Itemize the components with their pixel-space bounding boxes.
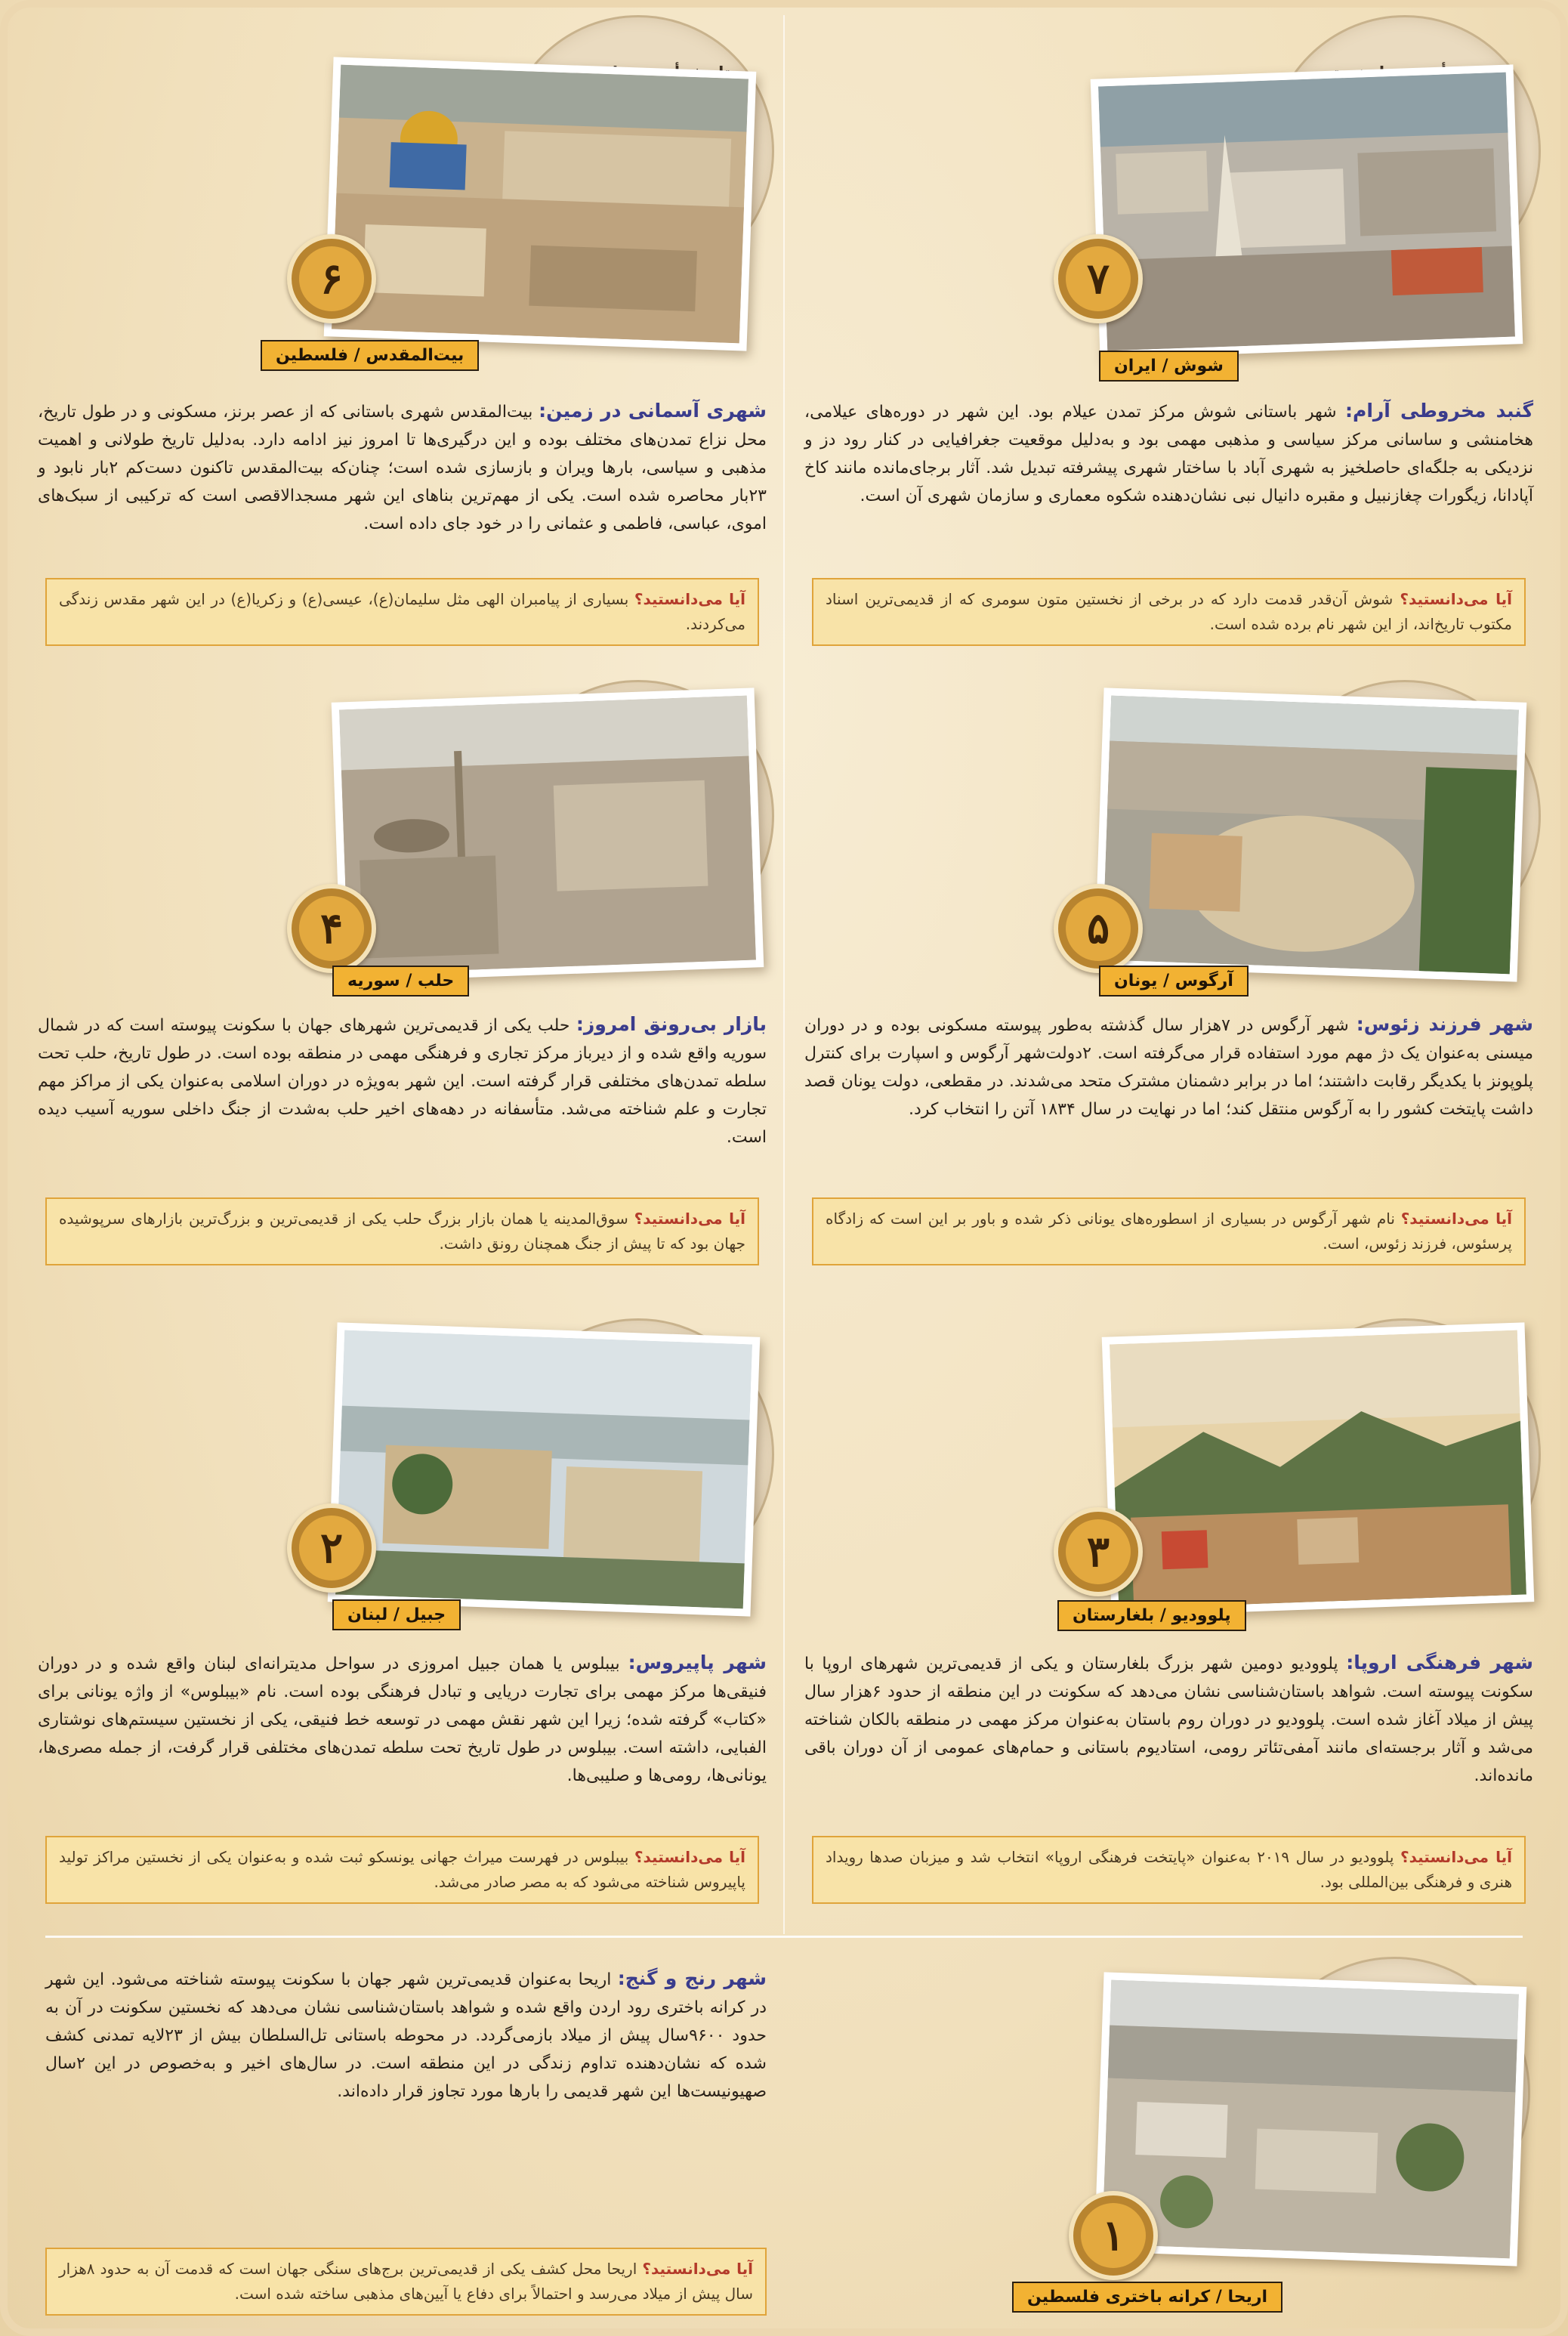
city-description (38, 397, 767, 538)
city-title: گنبد مخروطی آرام: (1345, 400, 1533, 422)
city-card-1 (30, 1949, 1538, 2327)
rank-number: ۵ (1066, 896, 1131, 961)
rank-badge (1054, 234, 1143, 323)
rank-badge (287, 1503, 376, 1593)
city-photo (324, 57, 757, 351)
did-you-know-text: بیبلوس در فهرست میراث جهانی یونسکو ثبت شده و به‌عنوان یکی از نخستین مراکز تولید پاپیروس شناخته می‌شود که به مصر صادر می‌شد. (59, 1848, 745, 1891)
city-body: حلب یکی از قدیمی‌ترین شهرهای جهان با سکونت پیوسته است که در شمال سوریه واقع شده و از دیرباز مرکز تجاری و فرهنگی مهمی در منطقه بوده است. در طول تاریخ، حلب تحت سلطه تمدن‌های مختلفی قرار گرفته است. این شهر به‌ویژه در دوران اسلامی به‌عنوان یکی از مراکز مهم تجارت و علم شناخته می‌شد. متأسفانه در دهه‌های اخیر حلب به‌شدت از جنگ داخلی سوریه آسیب دیده است. (38, 1016, 767, 1147)
city-description (38, 1010, 767, 1151)
city-body: اریحا به‌عنوان قدیمی‌ترین شهر جهان با سکونت پیوسته شناخته می‌شود. این شهر در کرانه باختری رود اردن واقع شده و شواهد باستان‌شناسی نشان می‌دهد که نخستین سکونت در آن به حدود ۹۶۰۰سال پیش از میلاد بازمی‌گردد. در محوطه باستانی تل‌السلطان بیش از ۲۳لایه تمدنی کشف شده که نشان‌دهنده تداوم زندگی در این منطقه است. در سال‌های اخیر و به‌خصوص در این ۲سال صهیونیست‌ها این شهر قدیمی را بارها مورد تجاوز قرار داده‌اند. (45, 1970, 767, 2101)
city-body: بیت‌المقدس شهری باستانی که از عصر برنز، مسکونی و در طول تاریخ، محل نزاع تمدن‌های مختلف بوده و این درگیری‌ها تا امروز نیز ادامه دارد. به‌دلیل تاریخ طولانی و اهمیت مذهبی و سیاسی، بارها ویران و بازسازی شده است؛ چنان‌که بیت‌المقدس تاکنون دست‌کم ۲بار نابود و ۲۳بار محاصره شده است. یکی از مهم‌ترین بناهای این شهر مسجدالاقصی است که ترکیبی از سبک‌های اموی، عباسی، فاطمی و عثمانی را در خود جای داده است. (38, 403, 767, 533)
city-description (804, 1010, 1533, 1123)
city-title: شهر رنج و گنج: (617, 1967, 767, 1989)
city-body: شهر آرگوس در ۷هزار سال گذشته به‌طور پیوسته مسکونی بوده و در دوران میسنی به‌عنوان یک دژ مهم مورد استفاده قرار می‌گرفته است. ۲دولت‌شهر آرگوس و اسپارت برای کنترل پلوپونز با یکدیگر رقابت داشتند؛ اما در برابر دشمنان مشترک متحد می‌شدند. در مقطعی، دولت یونان قصد داشت پایتخت کشور را به آرگوس منتقل کند؛ اما در نهایت در سال ۱۸۳۴ آتن را انتخاب کرد. (804, 1016, 1533, 1119)
column-separator (783, 15, 785, 1934)
rank-badge (287, 884, 376, 973)
rank-number: ۷ (1066, 246, 1131, 311)
city-card-3 (797, 1318, 1541, 1923)
location-tag: اریحا / کرانه باختری فلسطین (1012, 2282, 1282, 2313)
rank-number: ۴ (299, 896, 364, 961)
city-description (804, 1648, 1533, 1790)
did-you-know-text: شوش آن‌قدر قدمت دارد که در برخی از نخستین متون سومری که از قدیمی‌ترین اسناد مکتوب تاریخ‌اند، از این شهر نام برده شده است. (826, 590, 1512, 633)
rank-badge (287, 234, 376, 323)
city-card-7 (797, 15, 1541, 650)
city-photo (1094, 1972, 1527, 2266)
did-you-know-label: آیا می‌دانستید؟ (1400, 1210, 1513, 1228)
city-photo (1094, 688, 1527, 981)
city-description (45, 1964, 767, 2106)
did-you-know-box (45, 2248, 767, 2316)
city-card-4 (30, 680, 774, 1299)
city-photo (1102, 1322, 1535, 1616)
location-tag: حلب / سوریه (332, 966, 469, 997)
city-title: شهر پاپیروس: (628, 1652, 767, 1673)
rank-number: ۱ (1081, 2203, 1146, 2268)
city-title: شهر فرزند زئوس: (1356, 1013, 1534, 1035)
did-you-know-text: بسیاری از پیامبران الهی مثل سلیمان(ع)، عیسی(ع) و زکریا(ع) در این شهر مقدس زندگی می‌کردند. (59, 590, 745, 633)
did-you-know-box (812, 578, 1526, 646)
did-you-know-box (812, 1836, 1526, 1904)
did-you-know-text: اریحا محل کشف یکی از قدیمی‌ترین برج‌های سنگی جهان است که قدمت آن به حدود ۸هزار سال پیش از میلاد می‌رسد و احتمالاً برای دفاع یا آیین‌های مذهبی ساخته شده است. (59, 2260, 753, 2303)
rank-badge (1054, 884, 1143, 973)
rank-badge (1054, 1507, 1143, 1596)
city-title: شهر فرهنگی اروپا: (1346, 1652, 1534, 1673)
city-photo (328, 1322, 761, 1616)
rank-number: ۶ (299, 246, 364, 311)
location-tag: بیت‌المقدس / فلسطین (261, 340, 479, 371)
did-you-know-text: سوق‌المدینه یا همان بازار بزرگ حلب یکی از قدیمی‌ترین و بزرگ‌ترین بازارهای سرپوشیده جهان بود که تا پیش از جنگ همچنان رونق داشت. (59, 1210, 745, 1253)
rank-number: ۳ (1066, 1519, 1131, 1584)
city-card-2 (30, 1318, 774, 1923)
city-photo (332, 688, 764, 981)
rank-badge (1069, 2191, 1158, 2280)
did-you-know-box (45, 1197, 759, 1265)
city-description (804, 397, 1533, 510)
did-you-know-label: آیا می‌دانستید؟ (634, 1848, 745, 1866)
row-separator (45, 1936, 1523, 1938)
location-tag: شوش / ایران (1099, 351, 1239, 382)
did-you-know-label: آیا می‌دانستید؟ (1400, 1848, 1512, 1866)
did-you-know-box (812, 1197, 1526, 1265)
city-body: بیبلوس یا همان جبیل امروزی در سواحل مدیترانه‌ای لبنان واقع شده و در دوران فنیقی‌ها مرکز مهمی برای تجارت دریایی و تبادل فرهنگی بوده است. نام «بیبلوس» از واژه یونانی برای «کتاب» گرفته شده؛ زیرا این شهر نقش مهمی در توسعه خط فنیقی، یکی از نخستین سیستم‌های نوشتاری الفبایی، داشته است. بیبلوس در طول تاریخ تحت سلطه تمدن‌های مختلفی قرار گرفت، از جمله مصری‌ها، یونانی‌ها، رومی‌ها و صلیبی‌ها. (38, 1655, 767, 1785)
city-title: بازار بی‌رونق امروز: (576, 1013, 767, 1035)
city-photo (1091, 64, 1523, 358)
location-tag: آرگوس / یونان (1099, 966, 1249, 997)
city-title: شهری آسمانی در زمین: (539, 400, 767, 422)
city-body: شهر باستانی شوش مرکز تمدن عیلام بود. این شهر در دوره‌های عیلامی، هخامنشی و ساسانی مرکز سیاسی و مذهبی مهمی بود و به‌دلیل موقعیت جغرافیایی در کنار رود دز و نزدیکی به جلگه‌ای حاصلخیز به شهری آباد با ساختار شهری پیشرفته تبدیل شد. آثار برجای‌مانده مانند کاخ آپادانا، زیگورات چغازنبیل و مقبره دانیال نبی نشان‌دهنده شکوه معماری و سازمان شهری آن است. (804, 403, 1533, 505)
location-tag: جبیل / لبنان (332, 1599, 461, 1630)
city-description (38, 1648, 767, 1790)
did-you-know-label: آیا می‌دانستید؟ (634, 590, 746, 608)
did-you-know-box (45, 578, 759, 646)
did-you-know-text: نام شهر آرگوس در بسیاری از اسطوره‌های یونانی ذکر شده و باور بر این است که زادگاه پرسئوس، فرزند زئوس، است. (826, 1210, 1512, 1253)
did-you-know-text: پلوودیو در سال ۲۰۱۹ به‌عنوان «پایتخت فرهنگی اروپا» انتخاب شد و میزبان صدها رویداد هنری و فرهنگی بین‌المللی بود. (826, 1848, 1512, 1891)
location-tag: پلوودیو / بلغارستان (1057, 1600, 1246, 1631)
did-you-know-box (45, 1836, 759, 1904)
did-you-know-label: آیا می‌دانستید؟ (1400, 590, 1512, 608)
did-you-know-label: آیا می‌دانستید؟ (634, 1210, 746, 1228)
city-body: پلوودیو دومین شهر بزرگ بلغارستان و یکی از قدیمی‌ترین شهرهای اروپا با سکونت پیوسته است. شواهد باستان‌شناسی نشان می‌دهد که سکونت در این منطقه از حدود ۶هزار سال پیش از میلاد آغاز شده است. پلوودیو در دوران روم باستان به‌عنوان مرکز مهمی در منطقه بالکان شناخته می‌شد و آثار برجسته‌ای مانند آمفی‌تئاتر رومی، استادیوم باستانی و حمام‌های عمومی از آن دوران باقی مانده‌اند. (804, 1655, 1533, 1785)
city-card-6 (30, 15, 774, 650)
did-you-know-label: آیا می‌دانستید؟ (642, 2260, 753, 2278)
rank-number: ۲ (299, 1516, 364, 1581)
city-card-5 (797, 680, 1541, 1299)
